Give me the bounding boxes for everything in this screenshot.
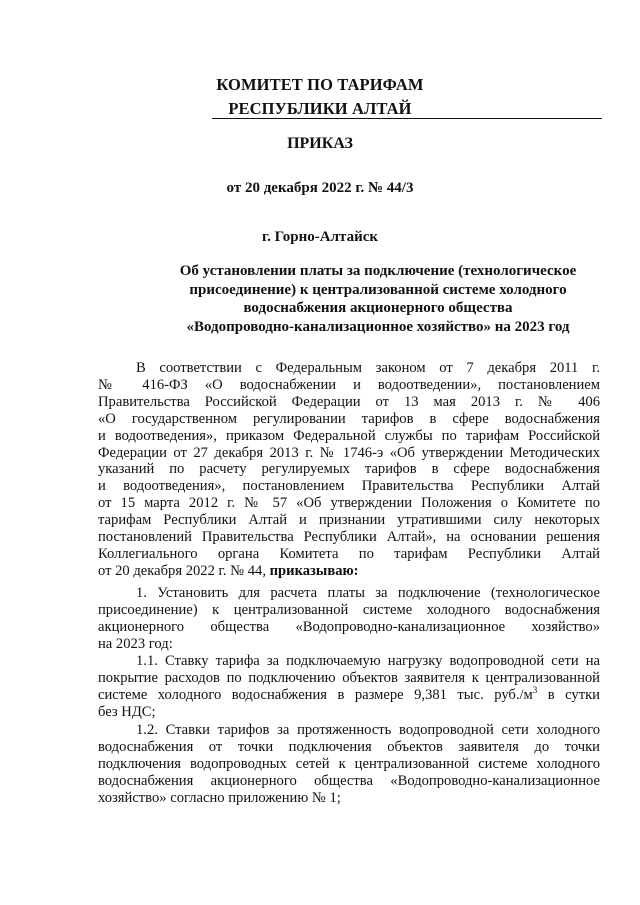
text-line: 1.2. Ставки тарифов за протяженность водопроводной сети холодного bbox=[136, 722, 600, 738]
title-line: «Водопроводно-канализационное хозяйство» на 2023 год bbox=[186, 318, 570, 335]
republic-name: РЕСПУБЛИКИ АЛТАЙ bbox=[228, 99, 412, 118]
text-fragment: системе холодного водоснабжения в размере 9,381 тыс. руб./м bbox=[98, 686, 533, 703]
text-line: от 15 марта 2012 г. № 57 «Об утверждении Положения о Комитете по bbox=[98, 495, 600, 512]
title-line: Об установлении платы за подключение (технологическое bbox=[179, 263, 577, 279]
text-line: Коллегиального органа Комитета по тарифам Республики Алтай bbox=[98, 545, 600, 562]
text-line bbox=[98, 684, 600, 704]
superscript: 3 bbox=[532, 684, 538, 695]
title-line: водоснабжения акционерного общества bbox=[243, 300, 513, 316]
text-line: № 416-ФЗ «О водоснабжении и водоотведении», постановлением bbox=[98, 376, 600, 393]
preamble-paragraph bbox=[98, 360, 600, 580]
committee-name: КОМИТЕТ ПО ТАРИФАМ bbox=[216, 75, 424, 94]
item-1-2 bbox=[98, 722, 600, 807]
text-line: 1.1. Ставку тарифа за подключаемую нагрузку водопроводной сети на bbox=[136, 653, 600, 669]
item-1-1 bbox=[98, 653, 600, 721]
text-line: В соответствии с Федеральным законом от 7 декабря 2011 г. bbox=[136, 360, 600, 376]
text-line: и водоотведения», приказом Федеральной службы по тарифам Российской bbox=[98, 427, 600, 444]
text-fragment: от 20 декабря 2022 г. № 44, bbox=[98, 562, 270, 579]
text-line: акционерного общества «Водопроводно-канализационное хозяйство» bbox=[98, 618, 600, 635]
header-divider bbox=[212, 118, 602, 119]
text-line: Правительства Российской Федерации от 13 мая 2013 г. № 406 bbox=[98, 393, 600, 410]
text-line: Федерации от 27 декабря 2013 г. № 1746-э «Об утверждении Методических bbox=[98, 444, 600, 461]
text-line: указаний по расчету регулируемых тарифов в сфере водоснабжения bbox=[98, 461, 600, 478]
text-line: водоснабжения от точки подключения объектов заявителя до точки bbox=[98, 738, 600, 755]
doc-date-number: от 20 декабря 2022 г. № 44/3 bbox=[226, 180, 414, 196]
text-line: покрытие расходов по подключению объектов заявителя к централизованной bbox=[98, 669, 600, 686]
doc-city: г. Горно-Алтайск bbox=[261, 229, 379, 245]
text-line: водоснабжения акционерного общества «Водопроводно-канализационное bbox=[98, 772, 600, 789]
orders-word: приказываю: bbox=[269, 562, 359, 579]
item-1 bbox=[98, 585, 600, 653]
text-line: «О государственном регулировании тарифов в сфере водоснабжения bbox=[98, 410, 600, 427]
text-line: без НДС; bbox=[98, 703, 156, 720]
text-line: хозяйство» согласно приложению № 1; bbox=[98, 789, 341, 806]
text-fragment: в сутки bbox=[537, 686, 600, 703]
text-line: присоединение) к централизованной системе холодного водоснабжения bbox=[98, 601, 600, 618]
text-line: на 2023 год: bbox=[98, 635, 173, 652]
text-line bbox=[98, 563, 600, 580]
text-line: тарифам Республики Алтай и признании утратившими силу некоторых bbox=[98, 512, 600, 529]
text-line: и водоотведения», постановлением Правительства Республики Алтай bbox=[98, 478, 600, 495]
text-line: постановлений Правительства Республики Алтай», на основании решения bbox=[98, 529, 600, 546]
title-line: присоединение) к централизованной системе холодного bbox=[189, 281, 567, 298]
text-line: 1. Установить для расчета платы за подключение (технологическое bbox=[136, 585, 600, 601]
doc-title bbox=[128, 262, 628, 336]
text-line: подключения водопроводных сетей к централизованной системе холодного bbox=[98, 755, 600, 772]
doc-type: ПРИКАЗ bbox=[287, 135, 353, 152]
